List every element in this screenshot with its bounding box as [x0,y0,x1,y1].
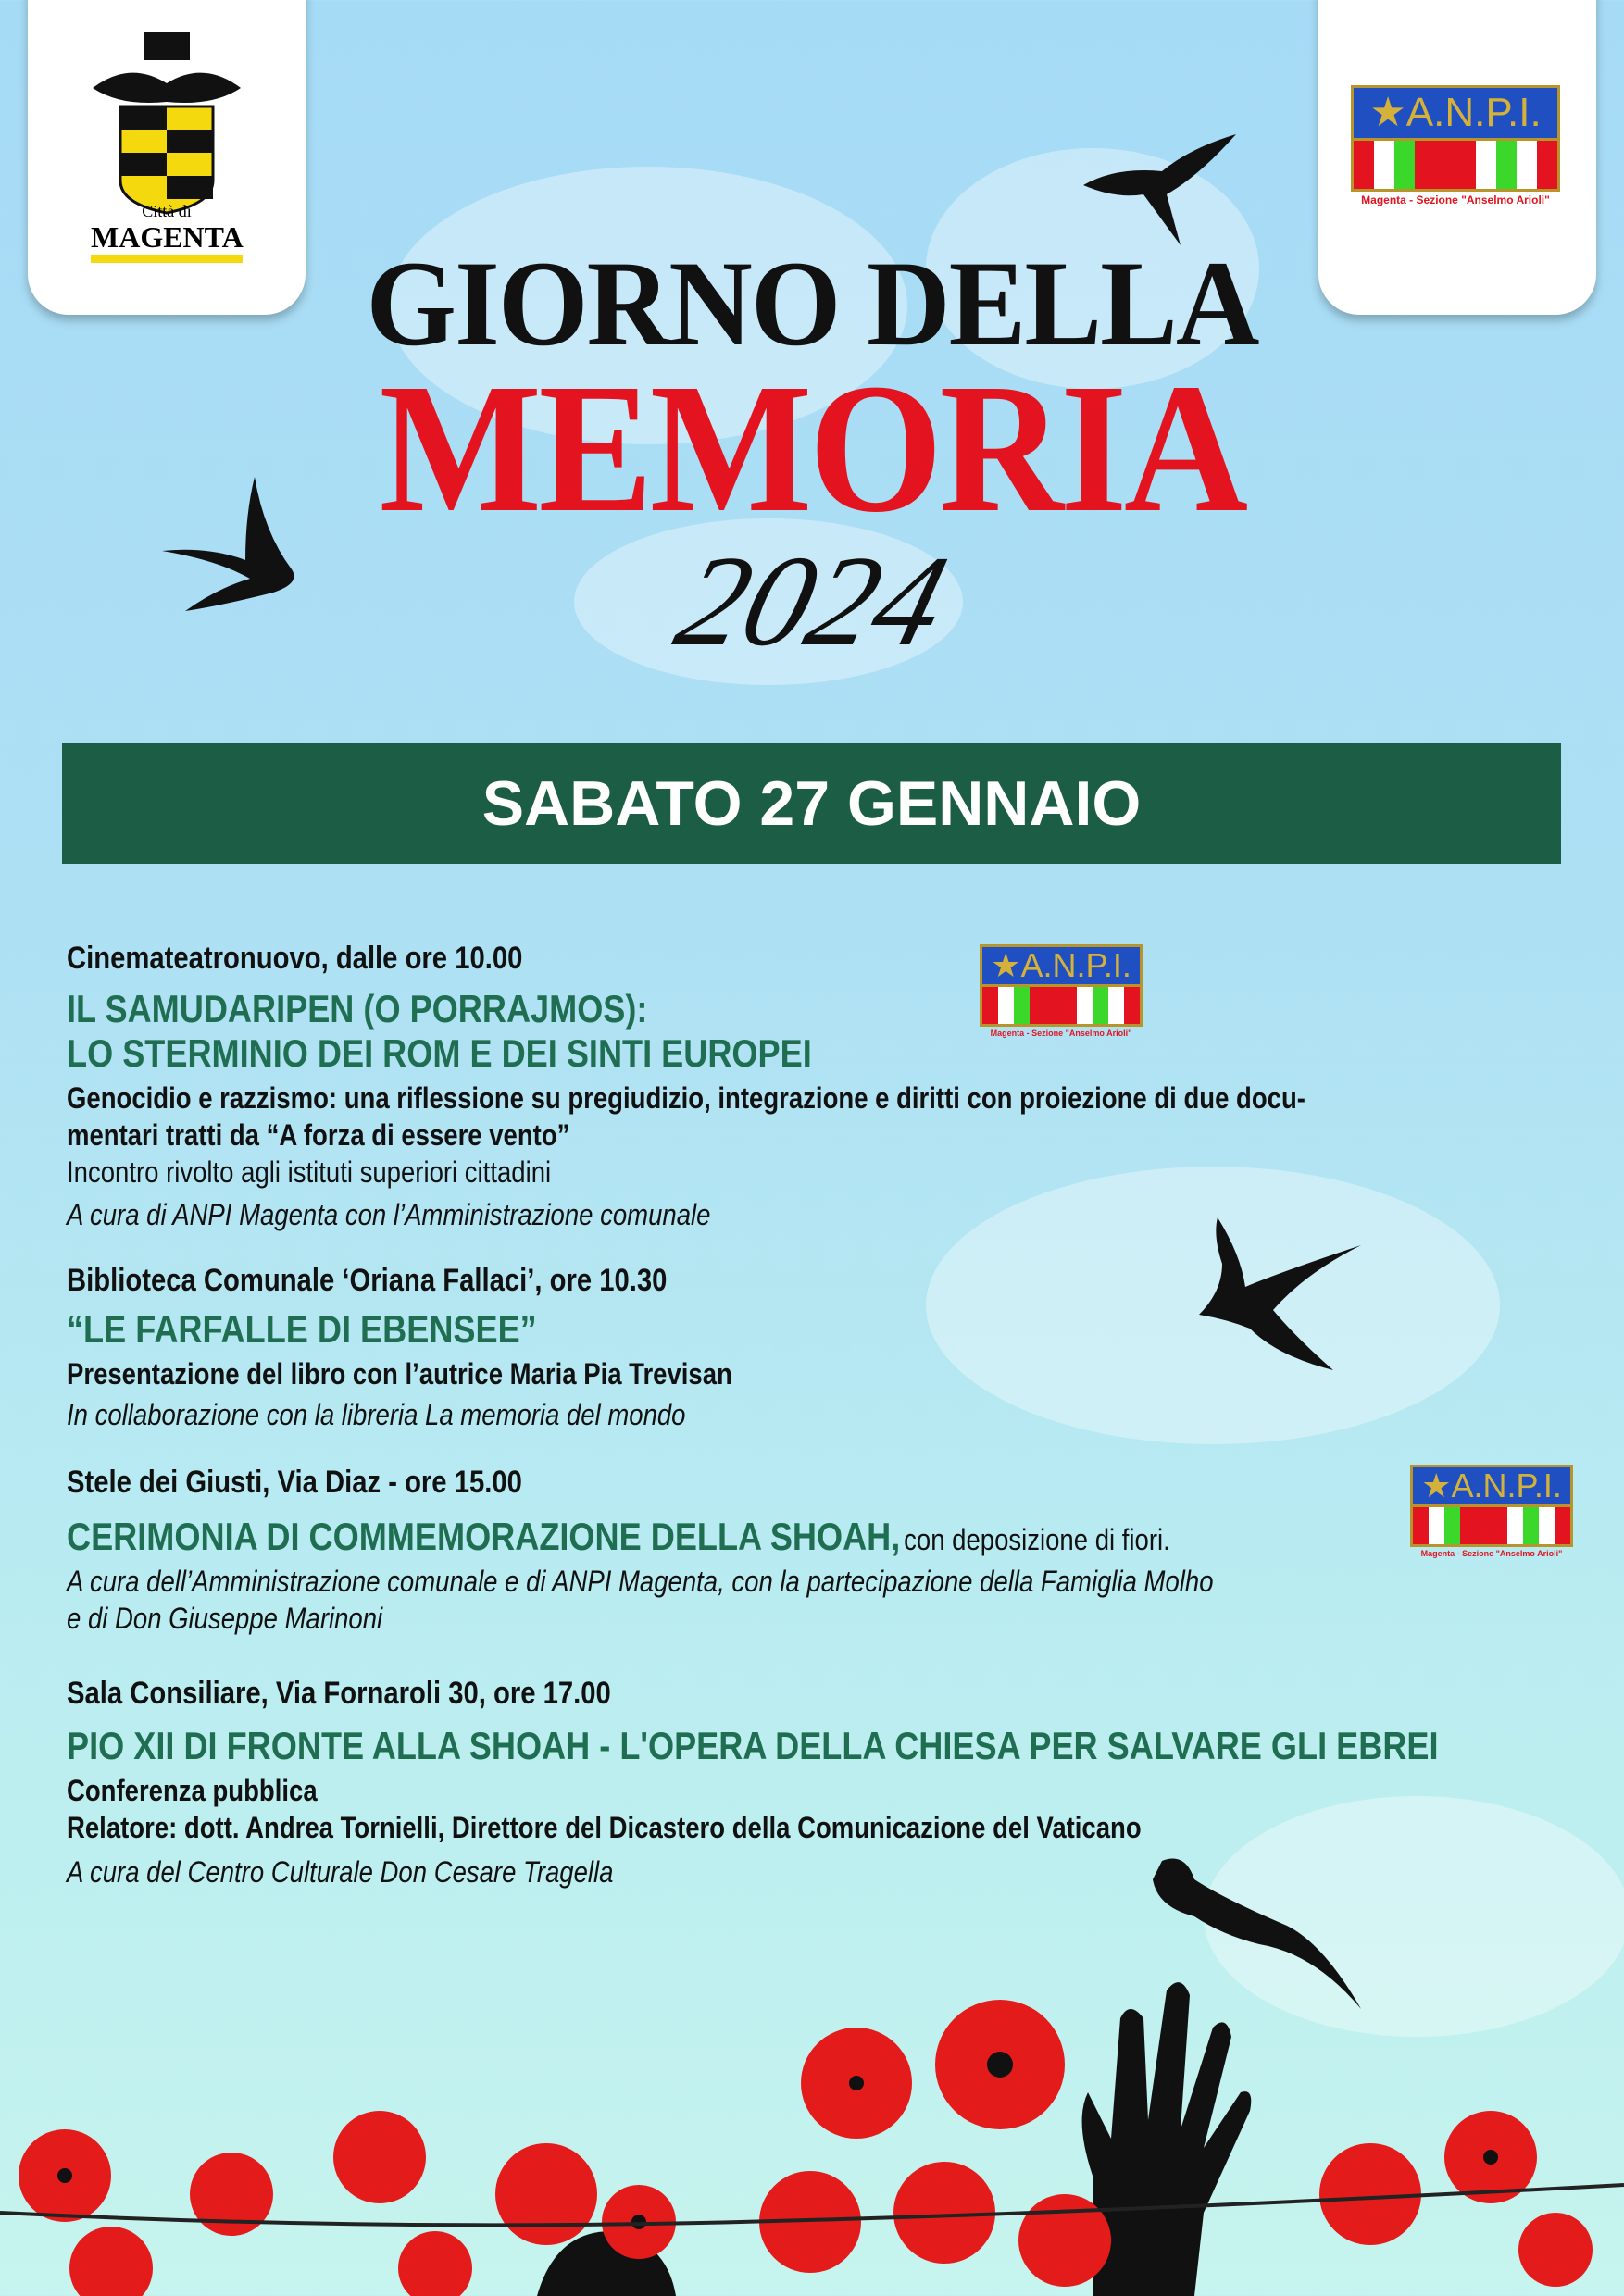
event-title-suffix: con deposizione di fiori. [904,1523,1170,1556]
star-icon: ★ [1421,1466,1452,1504]
anpi-logo [1351,85,1560,206]
event-credit: A cura dell’Amministrazione comunale e di ANPI Magenta, con la partecipazione della Famiglia Molho [67,1565,1214,1598]
event-description: Presentazione del libro con l’autrice Maria Pia Trevisan [67,1357,732,1391]
event-title-line [67,1515,1170,1559]
poppy-icon [19,2000,1593,2296]
event-location: Stele dei Giusti, Via Diaz - ore 15.00 [67,1465,522,1500]
event-title: “LE FARFALLE DI EBENSEE” [67,1307,537,1351]
logo-text-magenta: MAGENTA [91,220,243,263]
anpi-caption: Magenta - Sezione "Anselmo Arioli" [990,1029,1132,1038]
anpi-name: A.N.P.I. [1451,1466,1562,1504]
event-credit: A cura del Centro Culturale Don Cesare Tragella [67,1855,614,1889]
poppies-hand-illustration [0,1842,1624,2296]
title-giorno-della: GIORNO DELLA [366,235,1258,371]
magenta-coat-of-arms-icon [83,32,250,218]
event-title: PIO XII DI FRONTE ALLA SHOAH - L'OPERA DELLA CHIESA PER SALVARE GLI EBREI [67,1724,1439,1767]
event-title: LO STERMINIO DEI ROM E DEI SINTI EUROPEI [67,1031,812,1075]
event-description: Genocidio e razzismo: una riflessione su pregiudizio, integrazione e diritti con proiezione di due docu- [67,1081,1305,1115]
anpi-caption: Magenta - Sezione "Anselmo Arioli" [1420,1549,1563,1558]
anpi-logo [1410,1465,1573,1558]
anpi-name: A.N.P.I. [1405,90,1542,135]
title-memoria: MEMORIA [379,346,1245,551]
event-title: CERIMONIA DI COMMEMORAZIONE DELLA SHOAH, [67,1515,901,1558]
event-description: Relatore: dott. Andrea Tornielli, Direttore del Dicastero della Comunicazione del Vaticano [67,1811,1142,1844]
event-description: Conferenza pubblica [67,1774,318,1807]
event-credit: In collaborazione con la libreria La memoria del mondo [67,1398,686,1431]
event-credit: A cura di ANPI Magenta con l’Amministrazione comunale [67,1198,711,1231]
event-location: Biblioteca Comunale ‘Oriana Fallaci’, ore 10.30 [67,1263,668,1298]
date-banner [62,743,1561,864]
swallow-icon [1079,130,1245,250]
star-icon: ★ [991,946,1021,984]
title-year: 2024 [663,530,961,673]
star-icon: ★ [1369,90,1406,135]
anpi-caption: Magenta - Sezione "Anselmo Arioli" [1361,193,1550,206]
date-text: SABATO 27 GENNAIO [481,768,1142,839]
event-location: Sala Consiliare, Via Fornaroli 30, ore 17.00 [67,1676,611,1711]
event-location: Cinemateatronuovo, dalle ore 10.00 [67,941,523,976]
anpi-name: A.N.P.I. [1020,946,1131,984]
event-description: mentari tratti da “A forza di essere vento” [67,1118,570,1152]
event-note: Incontro rivolto agli istituti superiori cittadini [67,1155,552,1189]
swallow-icon [1194,1217,1361,1375]
logo-text-citta-di: Città di [142,202,192,220]
event-credit: e di Don Giuseppe Marinoni [67,1602,383,1635]
anpi-logo [980,944,1143,1038]
event-title: IL SAMUDARIPEN (O PORRAJMOS): [67,987,648,1030]
